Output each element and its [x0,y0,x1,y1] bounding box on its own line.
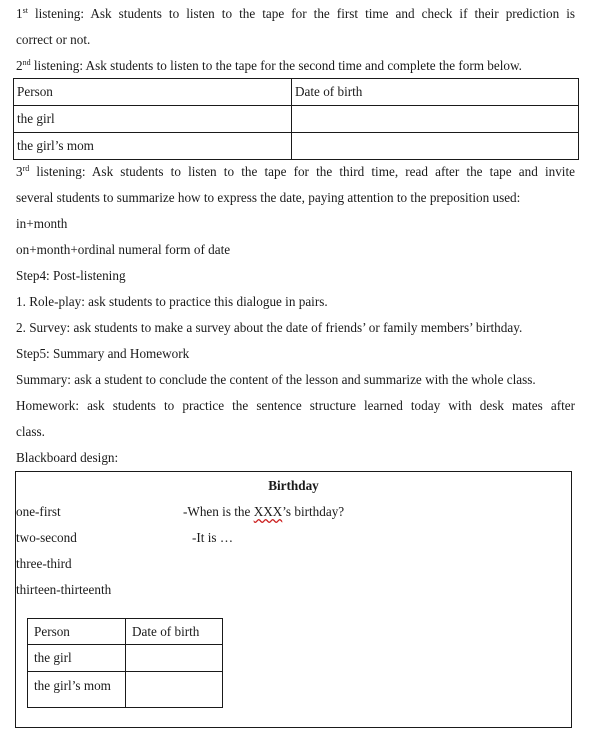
third-listening-line-2: several students to summarize how to express the date, paying attention to the preposition used: [16,190,521,205]
table-row [14,106,579,133]
text-line: on+month+ordinal numeral form of date [16,242,231,257]
text-line: class. [16,424,45,439]
table-row [28,672,223,708]
text-line: 1. Role-play: ask students to practice this dialogue in pairs. [16,294,328,309]
name-placeholder: XXX [253,504,283,519]
table-row [14,133,579,160]
text-line: Homework: ask students to practice the sentence structure learned today with desk mates after [16,398,575,413]
blackboard-box [15,471,572,728]
table-cell: the girl’s mom [28,672,126,708]
second-listening-line: 2nd listening: Ask students to listen to the tape for the second time and complete the form below. [16,58,522,73]
form-table-header-cell: Person [28,619,126,645]
table-cell [126,672,223,708]
blackboard-title: Birthday [268,478,319,493]
table-cell: the girl’s mom [14,133,292,160]
table-cell [292,133,579,160]
step-heading: Step4: Post-listening [16,268,126,283]
table-cell: the girl [28,645,126,672]
list-item: thirteen-thirteenth [16,582,112,597]
text-line: in+month [16,216,68,231]
form-table-header-row [14,79,579,106]
form-table-header-row [28,619,223,645]
form-table [13,78,579,160]
table-row [28,645,223,672]
list-item: three-third [16,556,72,571]
form-table-header-cell: Date of birth [292,79,579,106]
step-heading: Step5: Summary and Homework [16,346,190,361]
first-listening-line-2: correct or not. [16,32,91,47]
form-table-header-cell: Date of birth [126,619,223,645]
list-item: one-first [16,504,61,519]
text-line: Blackboard design: [16,450,119,465]
blackboard-form-table [27,618,223,708]
form-table-header-cell: Person [14,79,292,106]
birthday-answer: -It is … [192,530,234,545]
birthday-question: -When is the XXX’s birthday? [183,504,345,519]
first-listening-line-1: 1st listening: Ask students to listen to the tape for the first time and check if their prediction is [16,6,575,21]
table-cell: the girl [14,106,292,133]
list-item: two-second [16,530,77,545]
text-line: 2. Survey: ask students to make a survey about the date of friends’ or family members’ birthday. [16,320,523,335]
table-cell [126,645,223,672]
text-line: Summary: ask a student to conclude the content of the lesson and summarize with the whole class. [16,372,536,387]
table-cell [292,106,579,133]
third-listening-line-1: 3rd listening: Ask students to listen to the tape for the third time, read after the tape and invite [16,164,575,179]
